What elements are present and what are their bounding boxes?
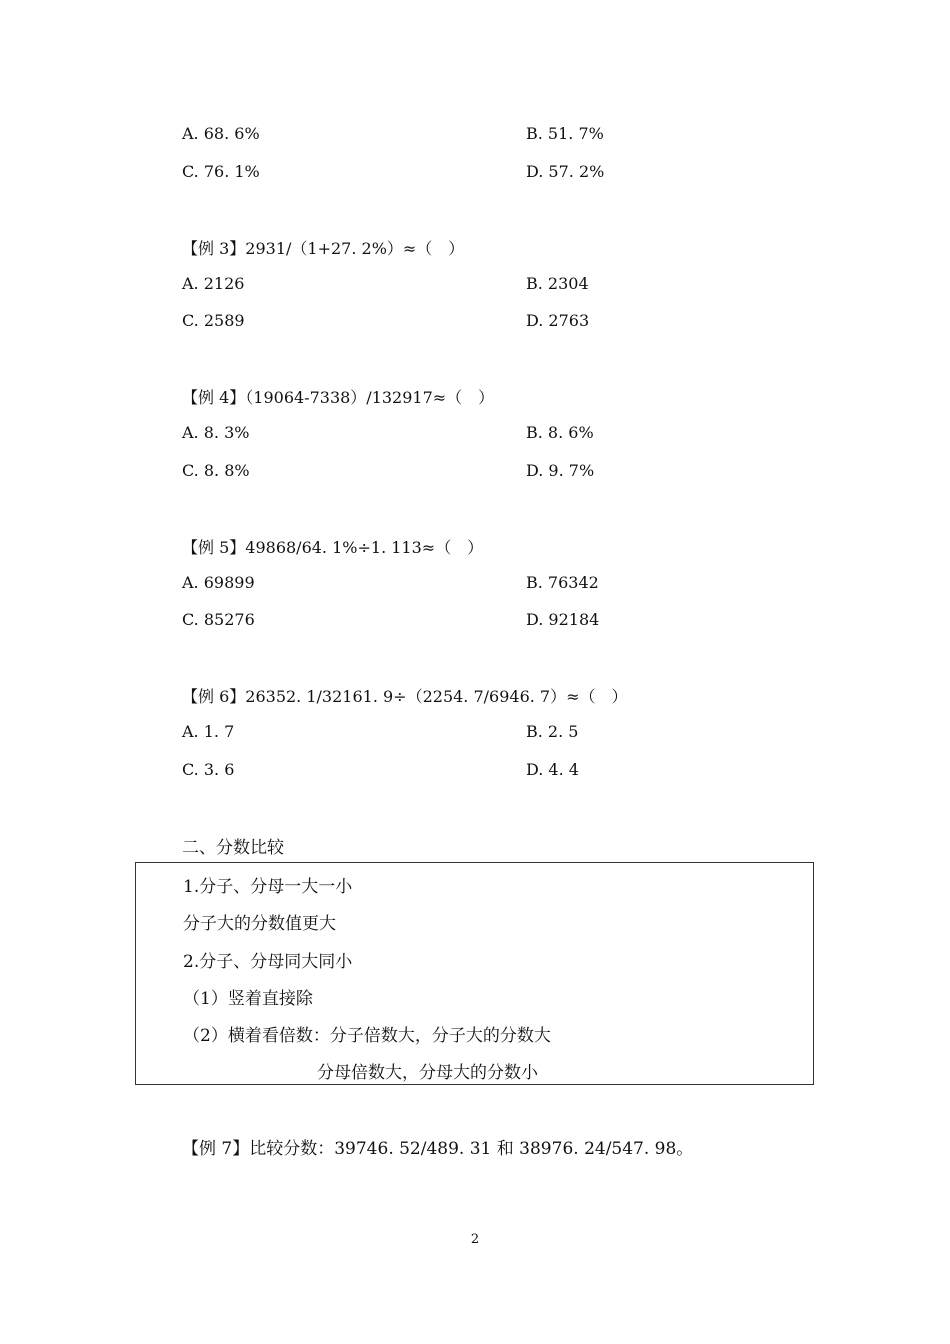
box-line: 2.分子、分母同大同小 [183, 952, 353, 972]
option-row [182, 573, 822, 599]
example-tag: 【例 7】 [182, 1139, 250, 1159]
option-b: B. 2304 [526, 274, 589, 293]
option-c: C. 76. 1% [182, 162, 260, 181]
example-4-question [182, 385, 494, 408]
option-c: C. 3. 6 [182, 760, 235, 779]
option-row [182, 423, 822, 449]
box-line: 分母倍数大，分母大的分数小 [317, 1063, 538, 1083]
page-number: 2 [470, 1232, 480, 1247]
option-a: A. 69899 [182, 573, 255, 592]
example-7-question [182, 1134, 693, 1159]
option-d: D. 57. 2% [526, 162, 605, 181]
option-d: D. 2763 [526, 311, 590, 330]
option-d: D. 92184 [526, 610, 600, 629]
example-tag: 【例 5】 [182, 538, 246, 557]
option-row [182, 722, 822, 748]
example-tag: 【例 4】 [182, 388, 246, 407]
option-a: A. 8. 3% [182, 423, 250, 442]
option-c: C. 2589 [182, 311, 245, 330]
option-d: D. 4. 4 [526, 760, 579, 779]
section-heading: 二、分数比较 [182, 838, 284, 858]
option-row [182, 162, 822, 188]
example-tag: 【例 3】 [182, 239, 246, 258]
option-a: A. 2126 [182, 274, 245, 293]
example-5-question [182, 535, 483, 558]
option-row [182, 311, 822, 337]
example-text: 26352. 1/32161. 9÷（2254. 7/6946. 7）≈（ ） [245, 687, 628, 706]
box-line: 1.分子、分母一大一小 [183, 877, 353, 897]
option-row [182, 610, 822, 636]
example-text: 比较分数：39746. 52/489. 31 和 38976. 24/547. 98。 [249, 1139, 694, 1159]
summary-box [135, 862, 814, 1085]
option-d: D. 9. 7% [526, 461, 595, 480]
option-b: B. 2. 5 [526, 722, 579, 741]
option-b: B. 76342 [526, 573, 599, 592]
option-c: C. 85276 [182, 610, 255, 629]
option-c: C. 8. 8% [182, 461, 250, 480]
option-a: A. 68. 6% [182, 124, 260, 143]
box-line: （2）横着看倍数：分子倍数大，分子大的分数大 [183, 1026, 551, 1046]
option-a: A. 1. 7 [182, 722, 235, 741]
option-b: B. 8. 6% [526, 423, 594, 442]
option-b: B. 51. 7% [526, 124, 604, 143]
option-row [182, 124, 822, 150]
example-6-question [182, 684, 628, 707]
example-text: （19064-7338）/132917≈（ ） [245, 388, 495, 407]
box-line: 分子大的分数值更大 [183, 914, 336, 934]
option-row [182, 760, 822, 786]
box-line: （1）竖着直接除 [183, 989, 313, 1009]
example-tag: 【例 6】 [182, 687, 246, 706]
option-row [182, 274, 822, 300]
option-row [182, 461, 822, 487]
example-text: 2931/（1+27. 2%）≈（ ） [245, 239, 465, 258]
example-3-question [182, 236, 464, 259]
example-text: 49868/64. 1%÷1. 113≈（ ） [245, 538, 484, 557]
